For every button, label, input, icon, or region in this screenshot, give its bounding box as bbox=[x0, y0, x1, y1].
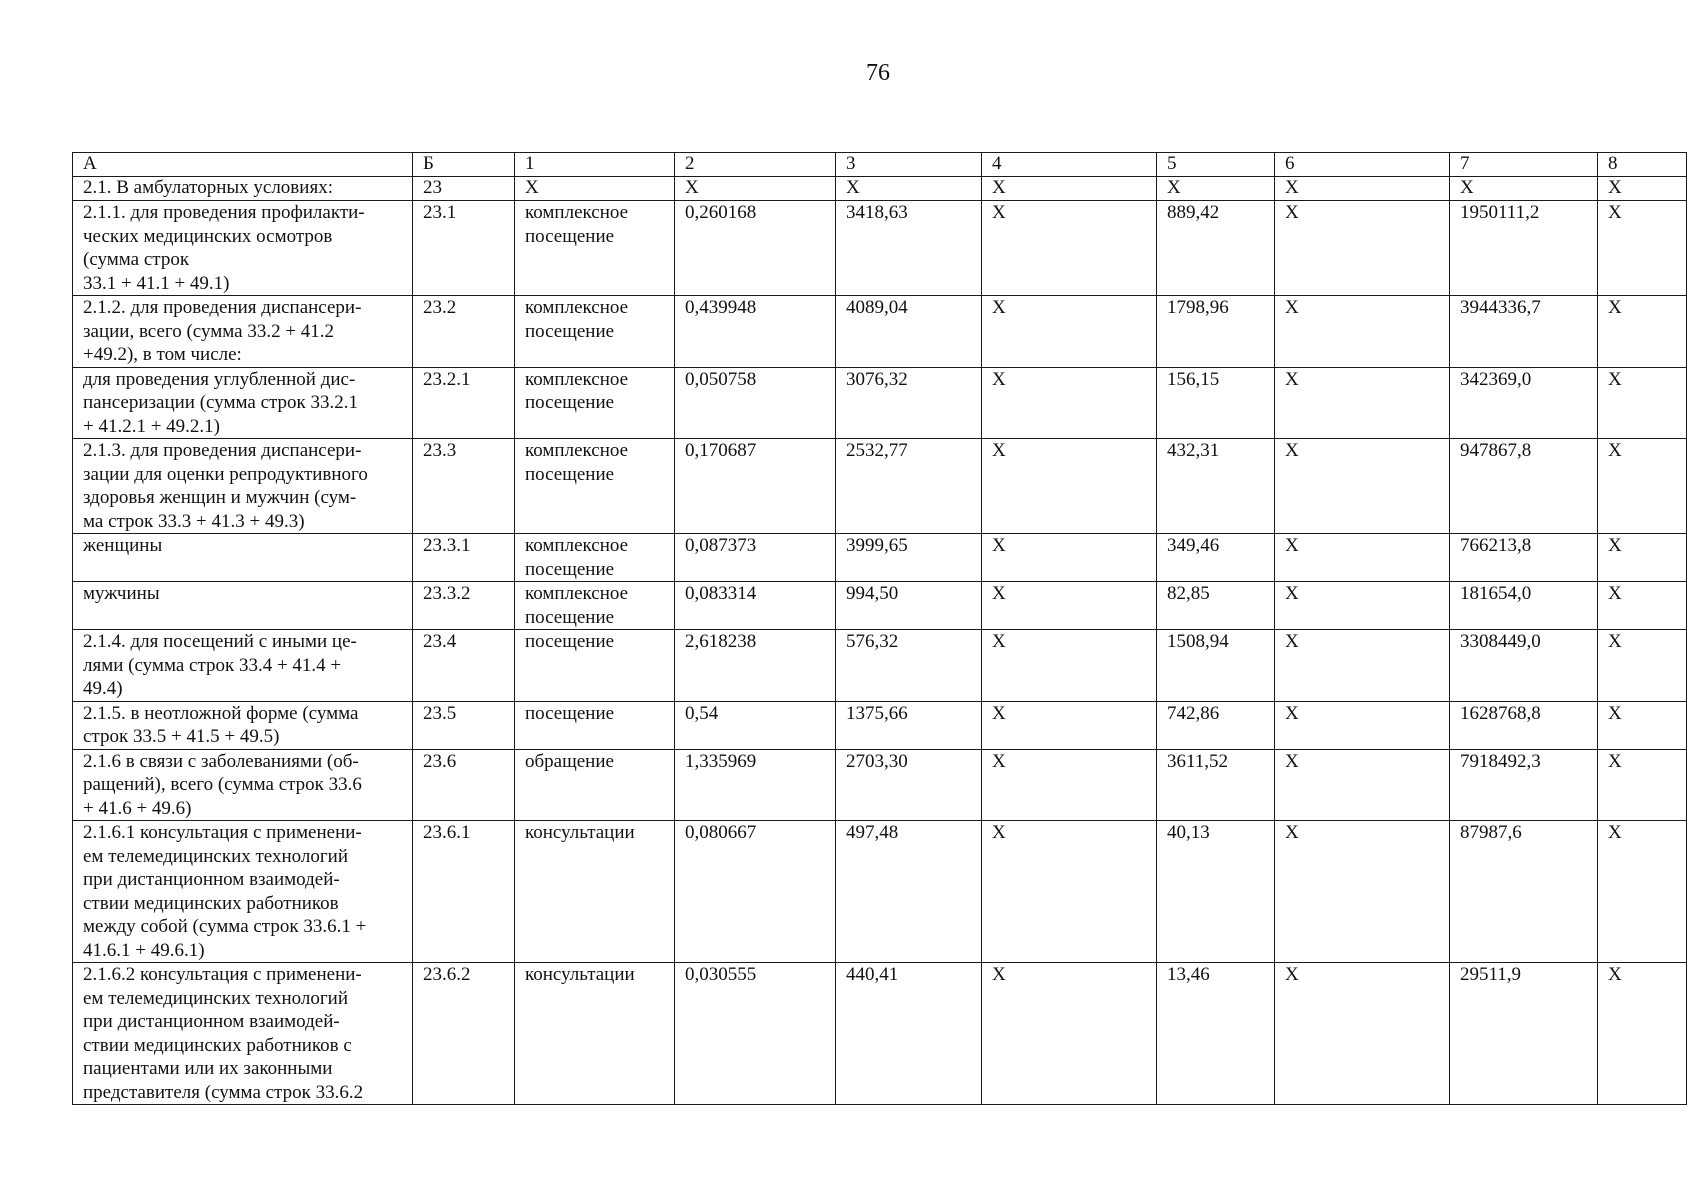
col4-cell: Х bbox=[982, 439, 1157, 534]
col3-cell: 3999,65 bbox=[836, 534, 982, 582]
col2-cell: 0,083314 bbox=[675, 582, 836, 630]
col7-cell: 29511,9 bbox=[1450, 963, 1598, 1105]
col6-cell: Х bbox=[1275, 701, 1450, 749]
row-number-cell: 23.3 bbox=[413, 439, 515, 534]
row-number-cell: 23.6 bbox=[413, 749, 515, 821]
col4-cell: Х bbox=[982, 534, 1157, 582]
col7-cell: 947867,8 bbox=[1450, 439, 1598, 534]
indicator-cell: 2.1.5. в неотложной форме (сумма строк 33.5 + 41.5 + 49.5) bbox=[73, 701, 413, 749]
col6-cell: Х bbox=[1275, 534, 1450, 582]
col6-cell: Х bbox=[1275, 630, 1450, 702]
unit-cell: комплексное посещение bbox=[515, 201, 675, 296]
header-cell-7: 7 bbox=[1450, 153, 1598, 177]
col2-cell: 0,439948 bbox=[675, 296, 836, 368]
col7-cell: 342369,0 bbox=[1450, 367, 1598, 439]
header-cell-1: 1 bbox=[515, 153, 675, 177]
col8-cell: Х bbox=[1598, 534, 1687, 582]
col7-cell: 3308449,0 bbox=[1450, 630, 1598, 702]
header-cell-2: 2 bbox=[675, 153, 836, 177]
col7-cell: 766213,8 bbox=[1450, 534, 1598, 582]
col7-cell: 1628768,8 bbox=[1450, 701, 1598, 749]
header-cell-5: 5 bbox=[1157, 153, 1275, 177]
col5-cell: 13,46 bbox=[1157, 963, 1275, 1105]
unit-cell: обращение bbox=[515, 749, 675, 821]
table-row bbox=[73, 534, 1687, 582]
col8-cell: Х bbox=[1598, 367, 1687, 439]
col3-cell: 3418,63 bbox=[836, 201, 982, 296]
unit-cell: Х bbox=[515, 177, 675, 201]
col5-cell: 40,13 bbox=[1157, 821, 1275, 963]
col6-cell: Х bbox=[1275, 439, 1450, 534]
indicator-cell: 2.1.2. для проведения диспансери- зации, всего (сумма 33.2 + 41.2 +49.2), в том числе: bbox=[73, 296, 413, 368]
col3-cell: 2532,77 bbox=[836, 439, 982, 534]
col4-cell: Х bbox=[982, 582, 1157, 630]
row-number-cell: 23.3.1 bbox=[413, 534, 515, 582]
col4-cell: Х bbox=[982, 367, 1157, 439]
table-row bbox=[73, 177, 1687, 201]
row-number-cell: 23 bbox=[413, 177, 515, 201]
page-number: 76 bbox=[866, 60, 890, 86]
row-number-cell: 23.6.2 bbox=[413, 963, 515, 1105]
header-cell-b: Б bbox=[413, 153, 515, 177]
col3-cell: 2703,30 bbox=[836, 749, 982, 821]
row-number-cell: 23.3.2 bbox=[413, 582, 515, 630]
col7-cell: 3944336,7 bbox=[1450, 296, 1598, 368]
col2-cell: 0,54 bbox=[675, 701, 836, 749]
row-number-cell: 23.1 bbox=[413, 201, 515, 296]
col3-cell: 497,48 bbox=[836, 821, 982, 963]
header-cell-6: 6 bbox=[1275, 153, 1450, 177]
col3-cell: 440,41 bbox=[836, 963, 982, 1105]
col2-cell: 0,050758 bbox=[675, 367, 836, 439]
table-row bbox=[73, 582, 1687, 630]
col4-cell: Х bbox=[982, 821, 1157, 963]
col7-cell: 181654,0 bbox=[1450, 582, 1598, 630]
table-row bbox=[73, 439, 1687, 534]
col5-cell: 742,86 bbox=[1157, 701, 1275, 749]
col8-cell: Х bbox=[1598, 701, 1687, 749]
indicator-cell: 2.1.6.2 консультация с применени- ем телемедицинских технологий при дистанционном взаимодей- ствии медицинских работников с пациентами или их законными представителя (сумма строк 33.6.2 bbox=[73, 963, 413, 1105]
row-number-cell: 23.2 bbox=[413, 296, 515, 368]
table-row bbox=[73, 630, 1687, 702]
col6-cell: Х bbox=[1275, 749, 1450, 821]
unit-cell: комплексное посещение bbox=[515, 534, 675, 582]
col5-cell: 156,15 bbox=[1157, 367, 1275, 439]
col2-cell: 0,170687 bbox=[675, 439, 836, 534]
col6-cell: Х bbox=[1275, 821, 1450, 963]
col5-cell: 432,31 bbox=[1157, 439, 1275, 534]
col4-cell: Х bbox=[982, 749, 1157, 821]
header-cell-a: А bbox=[73, 153, 413, 177]
col7-cell: 87987,6 bbox=[1450, 821, 1598, 963]
col5-cell: 1508,94 bbox=[1157, 630, 1275, 702]
col7-cell: 1950111,2 bbox=[1450, 201, 1598, 296]
unit-cell: комплексное посещение bbox=[515, 367, 675, 439]
header-cell-3: 3 bbox=[836, 153, 982, 177]
indicator-cell: 2.1.6 в связи с заболеваниями (об- ращений), всего (сумма строк 33.6 + 41.6 + 49.6) bbox=[73, 749, 413, 821]
col2-cell: 0,260168 bbox=[675, 201, 836, 296]
table-row bbox=[73, 963, 1687, 1105]
col8-cell: Х bbox=[1598, 177, 1687, 201]
col6-cell: Х bbox=[1275, 582, 1450, 630]
unit-cell: посещение bbox=[515, 630, 675, 702]
data-table bbox=[72, 152, 1687, 1105]
col2-cell: 1,335969 bbox=[675, 749, 836, 821]
col6-cell: Х bbox=[1275, 367, 1450, 439]
table-row bbox=[73, 201, 1687, 296]
indicator-cell: для проведения углубленной дис- пансеризации (сумма строк 33.2.1 + 41.2.1 + 49.2.1) bbox=[73, 367, 413, 439]
col8-cell: Х bbox=[1598, 439, 1687, 534]
col5-cell: 889,42 bbox=[1157, 201, 1275, 296]
header-row bbox=[73, 153, 1687, 177]
table-row bbox=[73, 296, 1687, 368]
indicator-cell: 2.1.3. для проведения диспансери- зации для оценки репродуктивного здоровья женщин и мужчин (сум- ма строк 33.3 + 41.3 + 49.3) bbox=[73, 439, 413, 534]
indicator-cell: мужчины bbox=[73, 582, 413, 630]
col5-cell: 349,46 bbox=[1157, 534, 1275, 582]
table-row bbox=[73, 367, 1687, 439]
table-body bbox=[73, 153, 1687, 1105]
header-cell-4: 4 bbox=[982, 153, 1157, 177]
col2-cell: 0,087373 bbox=[675, 534, 836, 582]
unit-cell: комплексное посещение bbox=[515, 296, 675, 368]
col4-cell: Х bbox=[982, 201, 1157, 296]
col5-cell: 3611,52 bbox=[1157, 749, 1275, 821]
indicator-cell: 2.1. В амбулаторных условиях: bbox=[73, 177, 413, 201]
col4-cell: Х bbox=[982, 296, 1157, 368]
col8-cell: Х bbox=[1598, 582, 1687, 630]
table-row bbox=[73, 749, 1687, 821]
col6-cell: Х bbox=[1275, 963, 1450, 1105]
row-number-cell: 23.5 bbox=[413, 701, 515, 749]
col5-cell: 82,85 bbox=[1157, 582, 1275, 630]
unit-cell: посещение bbox=[515, 701, 675, 749]
indicator-cell: 2.1.6.1 консультация с применени- ем телемедицинских технологий при дистанционном взаимодей- ствии медицинских работников между собой (сумма строк 33.6.1 + 41.6.1 + 49.6.1) bbox=[73, 821, 413, 963]
col6-cell: Х bbox=[1275, 296, 1450, 368]
indicator-cell: 2.1.4. для посещений с иными це- лями (сумма строк 33.4 + 41.4 + 49.4) bbox=[73, 630, 413, 702]
col3-cell: Х bbox=[836, 177, 982, 201]
col6-cell: Х bbox=[1275, 177, 1450, 201]
col8-cell: Х bbox=[1598, 201, 1687, 296]
col2-cell: 2,618238 bbox=[675, 630, 836, 702]
unit-cell: комплексное посещение bbox=[515, 439, 675, 534]
unit-cell: консультации bbox=[515, 963, 675, 1105]
row-number-cell: 23.4 bbox=[413, 630, 515, 702]
col3-cell: 3076,32 bbox=[836, 367, 982, 439]
col8-cell: Х bbox=[1598, 963, 1687, 1105]
header-cell-8: 8 bbox=[1598, 153, 1687, 177]
col3-cell: 994,50 bbox=[836, 582, 982, 630]
col4-cell: Х bbox=[982, 701, 1157, 749]
col3-cell: 1375,66 bbox=[836, 701, 982, 749]
col4-cell: Х bbox=[982, 177, 1157, 201]
col2-cell: 0,080667 bbox=[675, 821, 836, 963]
col2-cell: 0,030555 bbox=[675, 963, 836, 1105]
indicator-cell: женщины bbox=[73, 534, 413, 582]
col6-cell: Х bbox=[1275, 201, 1450, 296]
col8-cell: Х bbox=[1598, 630, 1687, 702]
table-row bbox=[73, 821, 1687, 963]
col8-cell: Х bbox=[1598, 821, 1687, 963]
col3-cell: 4089,04 bbox=[836, 296, 982, 368]
indicator-cell: 2.1.1. для проведения профилакти- ческих медицинских осмотров (сумма строк 33.1 + 41.1 + 49.1) bbox=[73, 201, 413, 296]
col7-cell: Х bbox=[1450, 177, 1598, 201]
row-number-cell: 23.6.1 bbox=[413, 821, 515, 963]
col3-cell: 576,32 bbox=[836, 630, 982, 702]
col2-cell: Х bbox=[675, 177, 836, 201]
col4-cell: Х bbox=[982, 963, 1157, 1105]
col4-cell: Х bbox=[982, 630, 1157, 702]
col8-cell: Х bbox=[1598, 749, 1687, 821]
col7-cell: 7918492,3 bbox=[1450, 749, 1598, 821]
table-row bbox=[73, 701, 1687, 749]
col5-cell: 1798,96 bbox=[1157, 296, 1275, 368]
col8-cell: Х bbox=[1598, 296, 1687, 368]
unit-cell: консультации bbox=[515, 821, 675, 963]
row-number-cell: 23.2.1 bbox=[413, 367, 515, 439]
col5-cell: Х bbox=[1157, 177, 1275, 201]
unit-cell: комплексное посещение bbox=[515, 582, 675, 630]
